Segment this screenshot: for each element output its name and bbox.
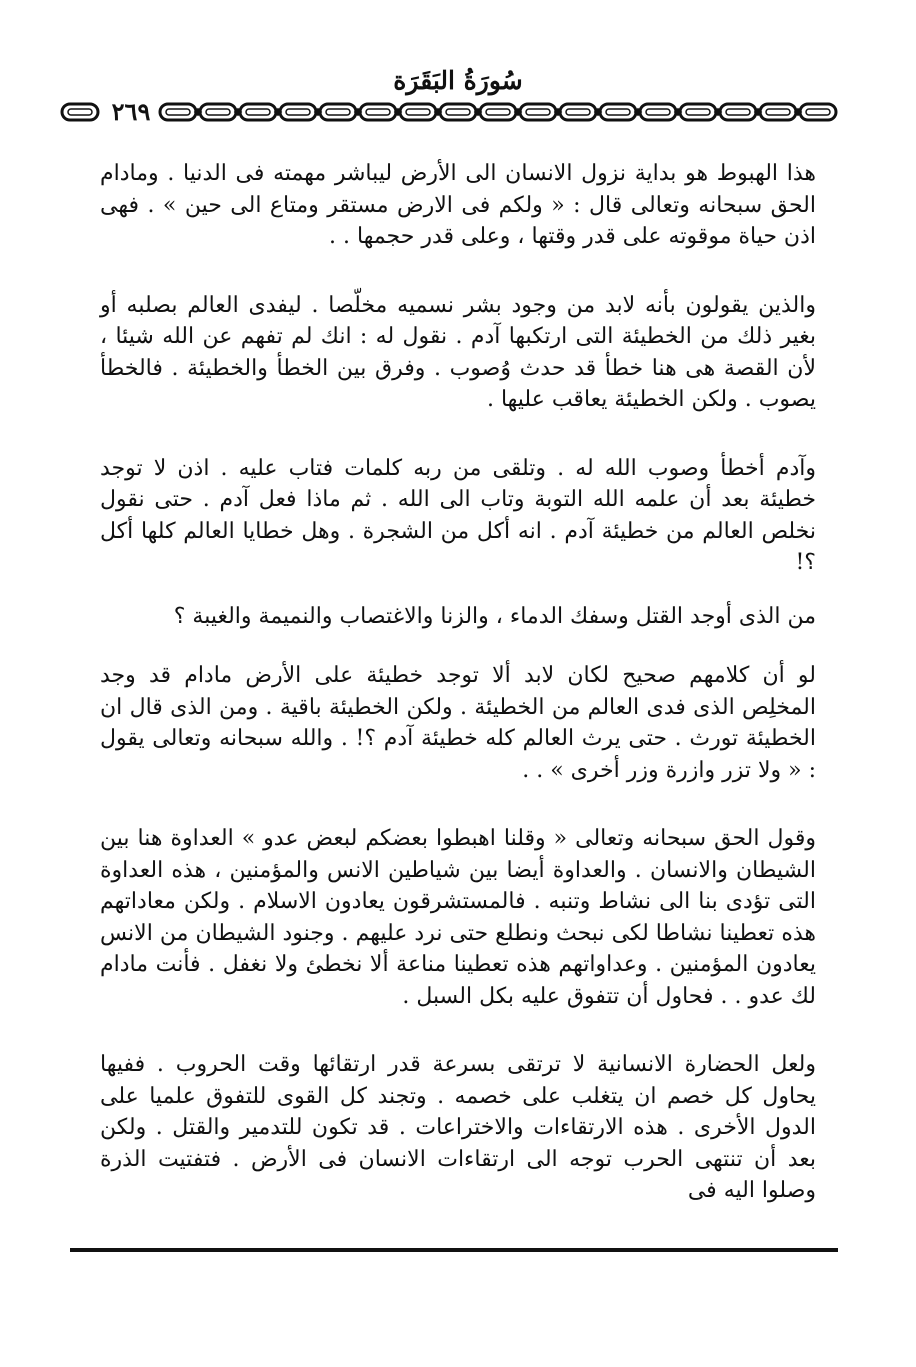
chain-link-inner bbox=[286, 109, 310, 115]
surah-title: سُورَةُ البَقَرَة bbox=[393, 66, 523, 95]
chain-link-inner bbox=[726, 109, 750, 115]
chain-link-inner bbox=[766, 109, 790, 115]
paragraph-2: والذين يقولون بأنه لابد من وجود بشر نسميه مخلّصا . ليفدى العالم بصلبه أو بغير ذلك من الخطيئة التى ارتكبها آدم . نقول له : انك لم تفهم عن الله شيئا ، لأن القصة هى هنا خطأ قد حدث وُصوب . وفرق بين الخطأ والخطيئة . فالخطأ يصوب . ولكن الخطيئة يعاقب عليها . bbox=[100, 292, 816, 412]
chain-link-inner bbox=[326, 109, 350, 115]
chain-link-inner bbox=[646, 109, 670, 115]
page-number: ٢٦٩ bbox=[111, 97, 151, 126]
chain-link-inner bbox=[566, 109, 590, 115]
paragraph-4: من الذى أوجد القتل وسفك الدماء ، والزنا والاغتصاب والنميمة والغيبة ؟ bbox=[173, 603, 816, 629]
paragraph-1: هذا الهبوط هو بداية نزول الانسان الى الأرض ليباشر مهمته فى الدنيا . ومادام الحق سبحانه وتعالى قال : « ولكم فى الارض مستقر ومتاع الى حين » . فهى اذن حياة موقوته على قدر وقتها ، وعلى قدر حجمها . . bbox=[100, 161, 816, 249]
ornament-chain-right bbox=[158, 99, 838, 125]
chain-link-inner bbox=[406, 109, 430, 115]
paragraph-6: وقول الحق سبحانه وتعالى « وقلنا اهبطوا بعضكم لبعض عدو » العداوة هنا بين الشيطان والانسان . والعداوة أيضا بين شياطين الانس والمؤمنين ، هذه العداوة التى تؤدى بنا الى نشاط وتنبه . فالمستشرقون يعادون الاسلام . ولكن معاداتهم هذه تعطينا نشاطا لكى نبحث ونطلع حتى نرد عليهم . وجنود الشيطان من الانس يعادون المؤمنين . وعداواتهم هذه تعطينا مناعة ألا نخطئ ولا نغفل . فأنت مادام لك عدو . . فحاول أن تتفوق عليه بكل السبل . bbox=[100, 826, 816, 1009]
chain-link-inner bbox=[246, 109, 270, 115]
chain-link-inner bbox=[366, 109, 390, 115]
footer-rule bbox=[70, 1248, 838, 1252]
chain-link-inner bbox=[206, 109, 230, 115]
chain-link-inner bbox=[166, 109, 190, 115]
chain-link-inner bbox=[446, 109, 470, 115]
body-text bbox=[100, 158, 816, 1207]
chain-link-inner bbox=[606, 109, 630, 115]
chain-link-inner bbox=[686, 109, 710, 115]
chain-link-inner bbox=[486, 109, 510, 115]
chain-link-inner bbox=[526, 109, 550, 115]
paragraph-5: لو أن كلامهم صحيح لكان لابد ألا توجد خطيئة على الأرض مادام قد وجد المخلِص الذى فدى العالم من الخطيئة . ولكن الخطيئة باقية . ومن الذى قال ان الخطيئة تورث . حتى يرث العالم كله خطيئة آدم ؟! . والله سبحانه وتعالى يقول : « ولا تزر وازرة وزر أخرى » . . bbox=[100, 663, 816, 783]
chain-link-inner bbox=[806, 109, 830, 115]
ornament-chain-left bbox=[60, 99, 100, 125]
paragraph-7: ولعل الحضارة الانسانية لا ترتقى بسرعة قدر ارتقائها وقت الحروب . ففيها يحاول كل خصم ان يتغلب على خصمه . وتجند كل القوى للتفوق علميا على الدول الأخرى . هذه الارتقاءات والاختراعات . قد تكون للتدمير والقتل . ولكن بعد أن تنتهى الحرب توجه الى ارتقاءات الانسان فى الأرض . فتفتيت الذرة وصلوا اليه فى bbox=[100, 1052, 816, 1203]
paragraph-3: وآدم أخطأ وصوب الله له . وتلقى من ربه كلمات فتاب عليه . اذن لا توجد خطيئة بعد أن علمه الله التوبة وتاب الى الله . ثم ماذا فعل آدم . حتى نقول نخلص العالم من خطيئة آدم . انه أكل من الشجرة . وهل خطايا العالم كلها أكل ؟! bbox=[100, 455, 816, 575]
